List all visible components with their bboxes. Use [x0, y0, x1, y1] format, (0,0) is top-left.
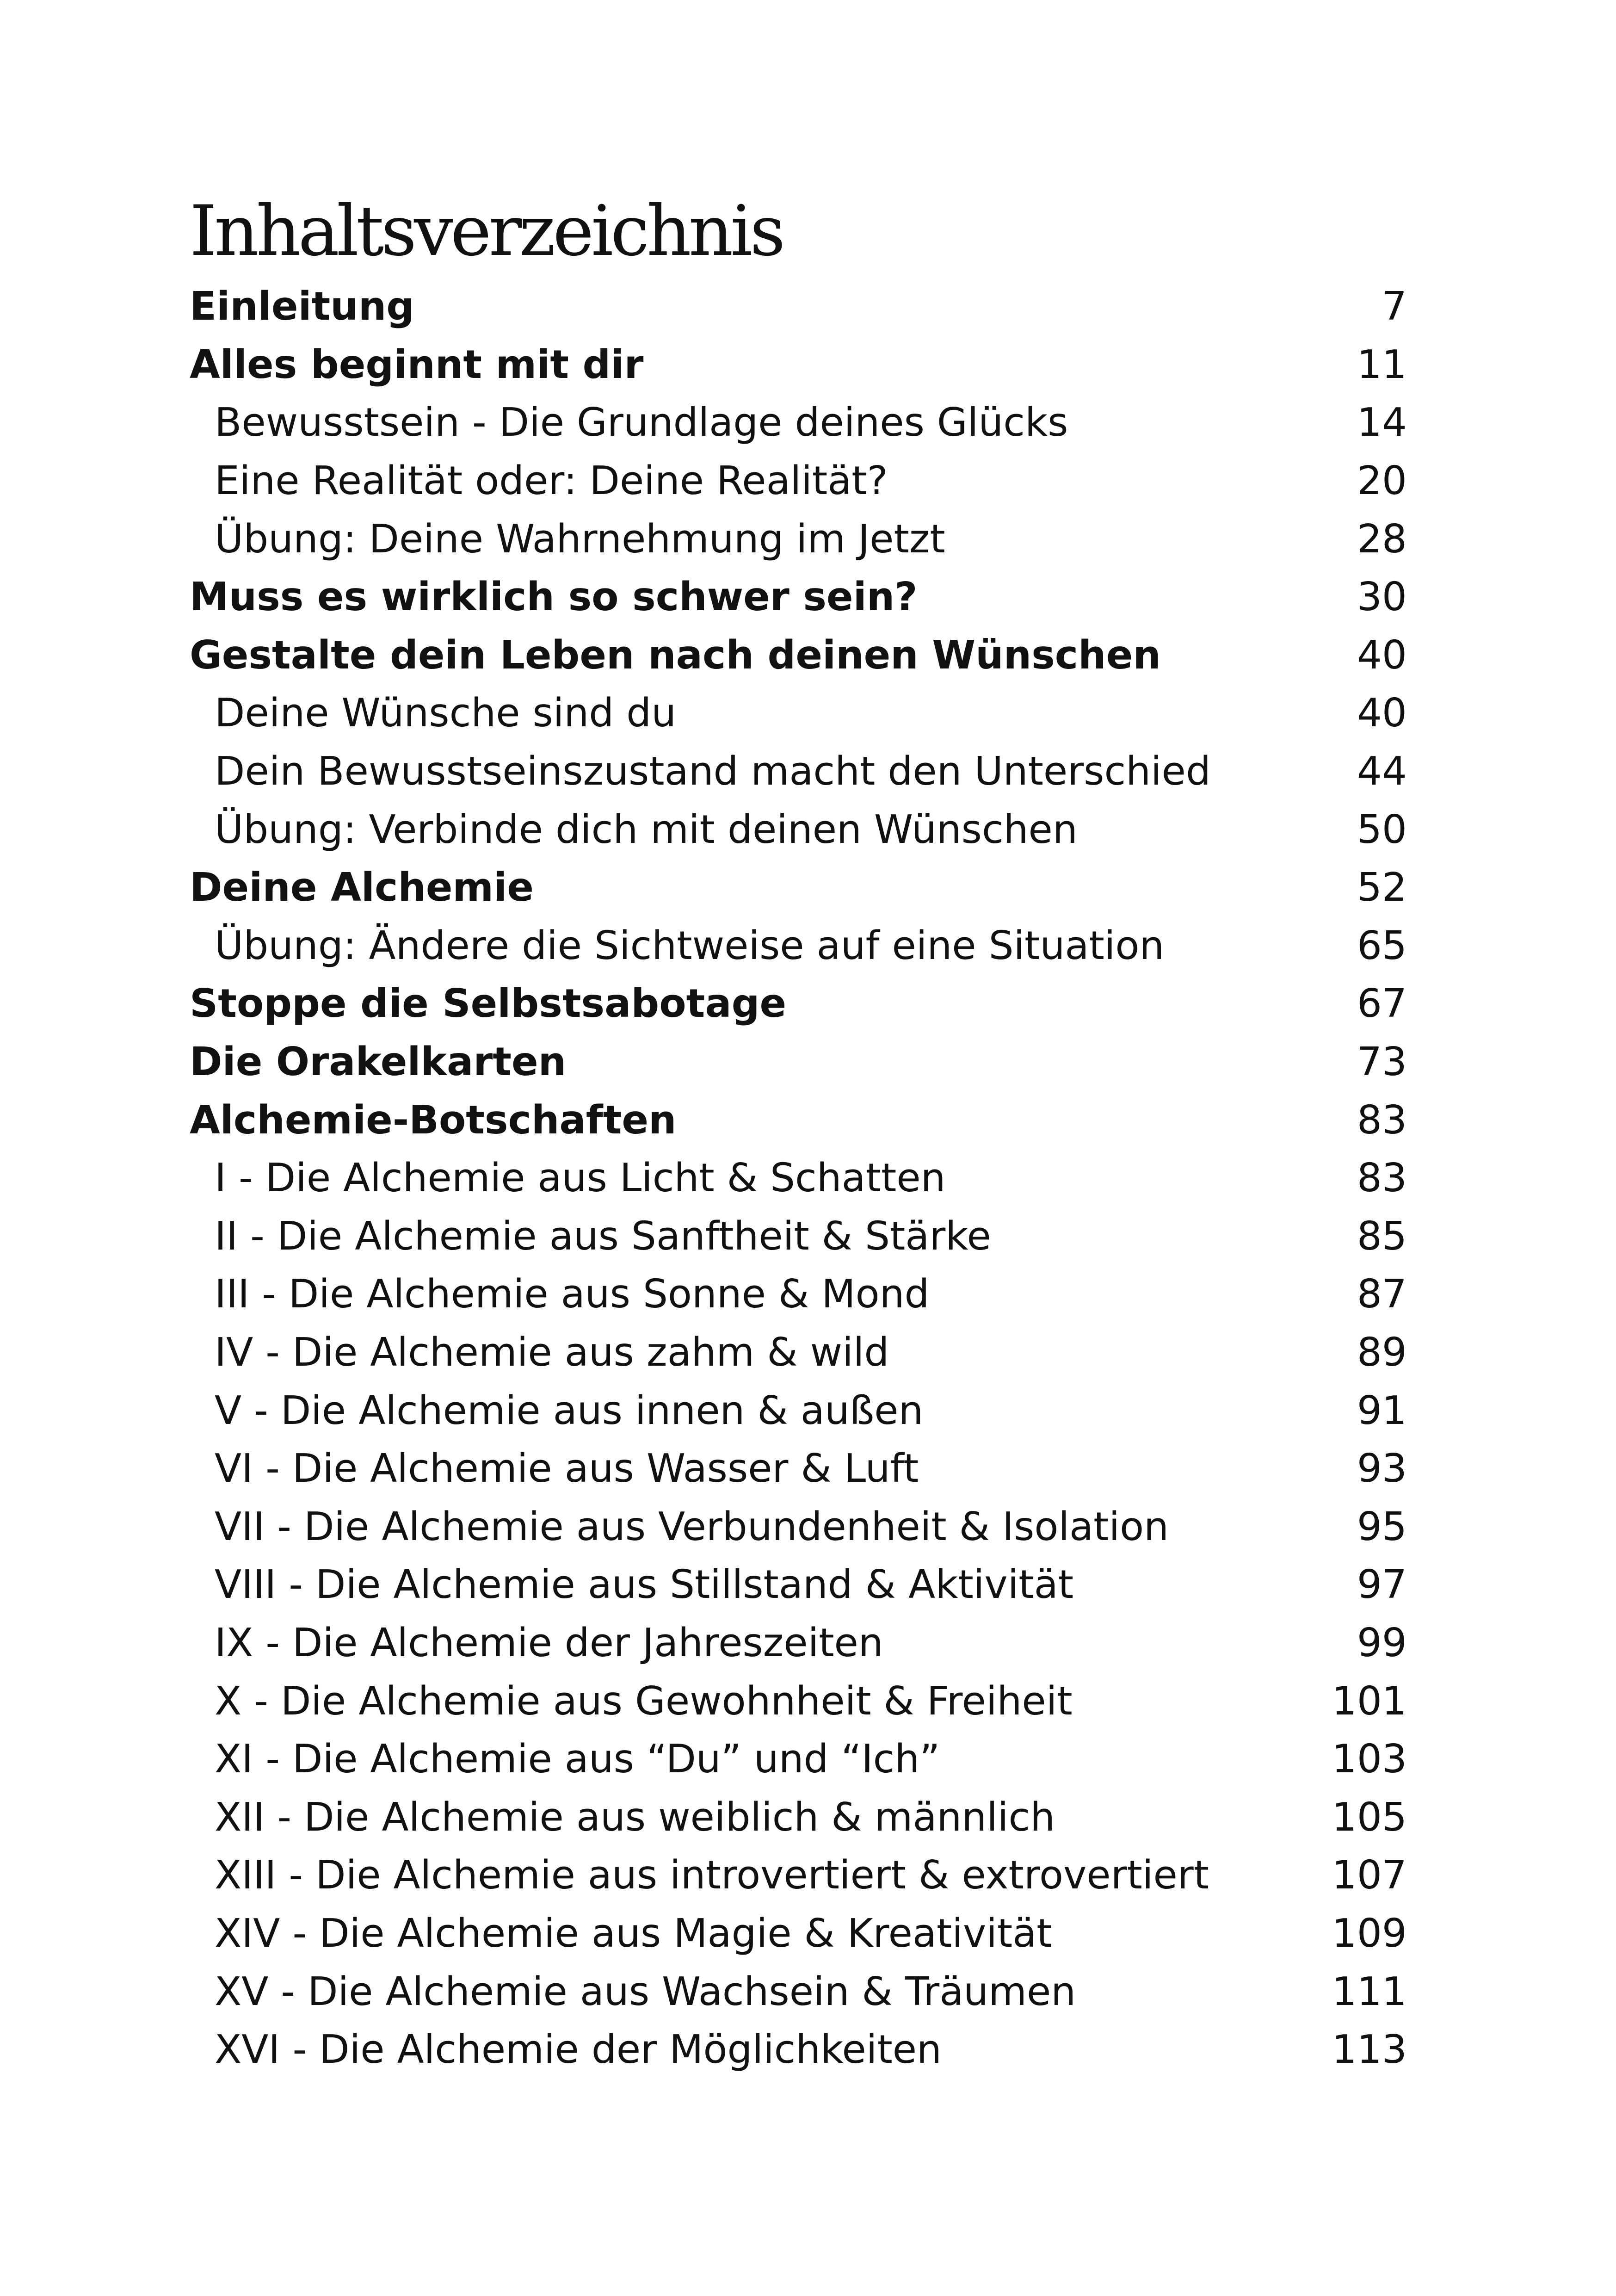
toc-entry-title: Die Orakelkarten — [190, 1039, 567, 1085]
toc-page-number: 52 — [1357, 865, 1407, 911]
toc-page-number: 109 — [1332, 1910, 1407, 1956]
toc-section-entry — [190, 743, 1411, 801]
toc-section-entry — [190, 917, 1411, 975]
toc-page-number: 105 — [1332, 1794, 1407, 1840]
toc-page-number: 83 — [1357, 1097, 1407, 1143]
toc-section-entry — [190, 2021, 1411, 2079]
toc-page-number: 7 — [1382, 284, 1407, 330]
toc-entry-title: III - Die Alchemie aus Sonne & Mond — [215, 1271, 930, 1318]
toc-section-entry — [190, 1265, 1411, 1324]
toc-page-number: 83 — [1357, 1155, 1407, 1201]
toc-page-number: 95 — [1357, 1504, 1407, 1550]
toc-page-number: 99 — [1357, 1620, 1407, 1666]
toc-page-number: 111 — [1332, 1968, 1407, 2015]
toc-section-entry — [190, 1962, 1411, 2021]
toc-entry-title: Muss es wirklich so schwer sein? — [190, 574, 918, 620]
toc-section-entry — [190, 800, 1411, 859]
toc-entry-title: VII - Die Alchemie aus Verbundenheit & Isolation — [215, 1504, 1169, 1550]
toc-entry-title: XII - Die Alchemie aus weiblich & männlich — [215, 1794, 1055, 1840]
toc-entry-title: Alchemie-Botschaften — [190, 1097, 677, 1143]
toc-entry-title: IX - Die Alchemie der Jahreszeiten — [215, 1620, 883, 1666]
toc-page-number: 89 — [1357, 1329, 1407, 1375]
toc-section-entry — [190, 452, 1411, 510]
toc-entry-title: Dein Bewusstseinszustand macht den Unterschied — [215, 749, 1211, 795]
toc-chapter-entry — [190, 278, 1411, 336]
toc-page-number: 28 — [1357, 516, 1407, 562]
toc-page-number: 14 — [1357, 400, 1407, 446]
toc-page-number: 40 — [1357, 690, 1407, 736]
toc-page-number: 107 — [1332, 1852, 1407, 1899]
toc-page-number: 103 — [1332, 1736, 1407, 1782]
toc-chapter-entry — [190, 336, 1411, 394]
toc-section-entry — [190, 394, 1411, 452]
toc-section-entry — [190, 1614, 1411, 1672]
toc-entry-title: Übung: Deine Wahrnehmung im Jetzt — [215, 516, 945, 562]
table-of-contents — [190, 278, 1411, 2079]
toc-entry-title: XIII - Die Alchemie aus introvertiert & extrovertiert — [215, 1852, 1209, 1899]
toc-chapter-entry — [190, 626, 1411, 685]
toc-page-number: 65 — [1357, 922, 1407, 969]
toc-entry-title: Eine Realität oder: Deine Realität? — [215, 458, 888, 504]
toc-section-entry — [190, 510, 1411, 568]
toc-entry-title: Gestalte dein Leben nach deinen Wünschen — [190, 632, 1161, 678]
toc-page-number: 30 — [1357, 574, 1407, 620]
toc-entry-title: XI - Die Alchemie aus “Du” und “Ich” — [215, 1736, 940, 1782]
toc-page-number: 93 — [1357, 1446, 1407, 1492]
toc-page-number: 91 — [1357, 1387, 1407, 1434]
toc-page-number: 87 — [1357, 1271, 1407, 1318]
toc-section-entry — [190, 1730, 1411, 1789]
toc-chapter-entry — [190, 975, 1411, 1033]
toc-chapter-entry — [190, 1033, 1411, 1091]
toc-section-entry — [190, 1381, 1411, 1440]
toc-section-entry — [190, 1324, 1411, 1382]
toc-page-number: 40 — [1357, 632, 1407, 678]
toc-entry-title: Stoppe die Selbstsabotage — [190, 981, 787, 1027]
toc-chapter-entry — [190, 568, 1411, 626]
toc-page-number: 101 — [1332, 1678, 1407, 1724]
page-title: Inhaltsverzeichnis — [190, 191, 783, 272]
toc-page-number: 97 — [1357, 1562, 1407, 1608]
toc-page-number: 20 — [1357, 458, 1407, 504]
toc-page-number: 67 — [1357, 981, 1407, 1027]
toc-section-entry — [190, 1440, 1411, 1498]
toc-entry-title: X - Die Alchemie aus Gewohnheit & Freiheit — [215, 1678, 1073, 1724]
toc-entry-title: XVI - Die Alchemie der Möglichkeiten — [215, 2027, 942, 2073]
toc-entry-title: II - Die Alchemie aus Sanftheit & Stärke — [215, 1213, 991, 1259]
toc-entry-title: Bewusstsein - Die Grundlage deines Glücks — [215, 400, 1068, 446]
toc-section-entry — [190, 1905, 1411, 1963]
toc-entry-title: Einleitung — [190, 284, 415, 330]
toc-section-entry — [190, 1846, 1411, 1905]
toc-entry-title: VI - Die Alchemie aus Wasser & Luft — [215, 1446, 919, 1492]
toc-section-entry — [190, 1207, 1411, 1266]
toc-entry-title: V - Die Alchemie aus innen & außen — [215, 1387, 924, 1434]
toc-section-entry — [190, 1149, 1411, 1207]
toc-chapter-entry — [190, 859, 1411, 917]
toc-page-number: 113 — [1332, 2027, 1407, 2073]
toc-page-number: 85 — [1357, 1213, 1407, 1259]
toc-entry-title: Alles beginnt mit dir — [190, 341, 644, 388]
toc-entry-title: XV - Die Alchemie aus Wachsein & Träumen — [215, 1968, 1076, 2015]
toc-entry-title: IV - Die Alchemie aus zahm & wild — [215, 1329, 889, 1375]
toc-section-entry — [190, 684, 1411, 743]
toc-chapter-entry — [190, 1091, 1411, 1149]
toc-section-entry — [190, 1498, 1411, 1556]
toc-page-number: 11 — [1357, 341, 1407, 388]
toc-section-entry — [190, 1788, 1411, 1846]
toc-page-number: 73 — [1357, 1039, 1407, 1085]
toc-entry-title: VIII - Die Alchemie aus Stillstand & Aktivität — [215, 1562, 1074, 1608]
toc-page-number: 44 — [1357, 749, 1407, 795]
toc-entry-title: Übung: Ändere die Sichtweise auf eine Situation — [215, 922, 1165, 969]
toc-page-number: 50 — [1357, 806, 1407, 853]
toc-entry-title: Übung: Verbinde dich mit deinen Wünschen — [215, 806, 1078, 853]
toc-entry-title: Deine Wünsche sind du — [215, 690, 677, 736]
toc-entry-title: XIV - Die Alchemie aus Magie & Kreativität — [215, 1910, 1052, 1956]
toc-entry-title: Deine Alchemie — [190, 865, 534, 911]
toc-section-entry — [190, 1556, 1411, 1614]
toc-entry-title: I - Die Alchemie aus Licht & Schatten — [215, 1155, 946, 1201]
toc-section-entry — [190, 1672, 1411, 1730]
